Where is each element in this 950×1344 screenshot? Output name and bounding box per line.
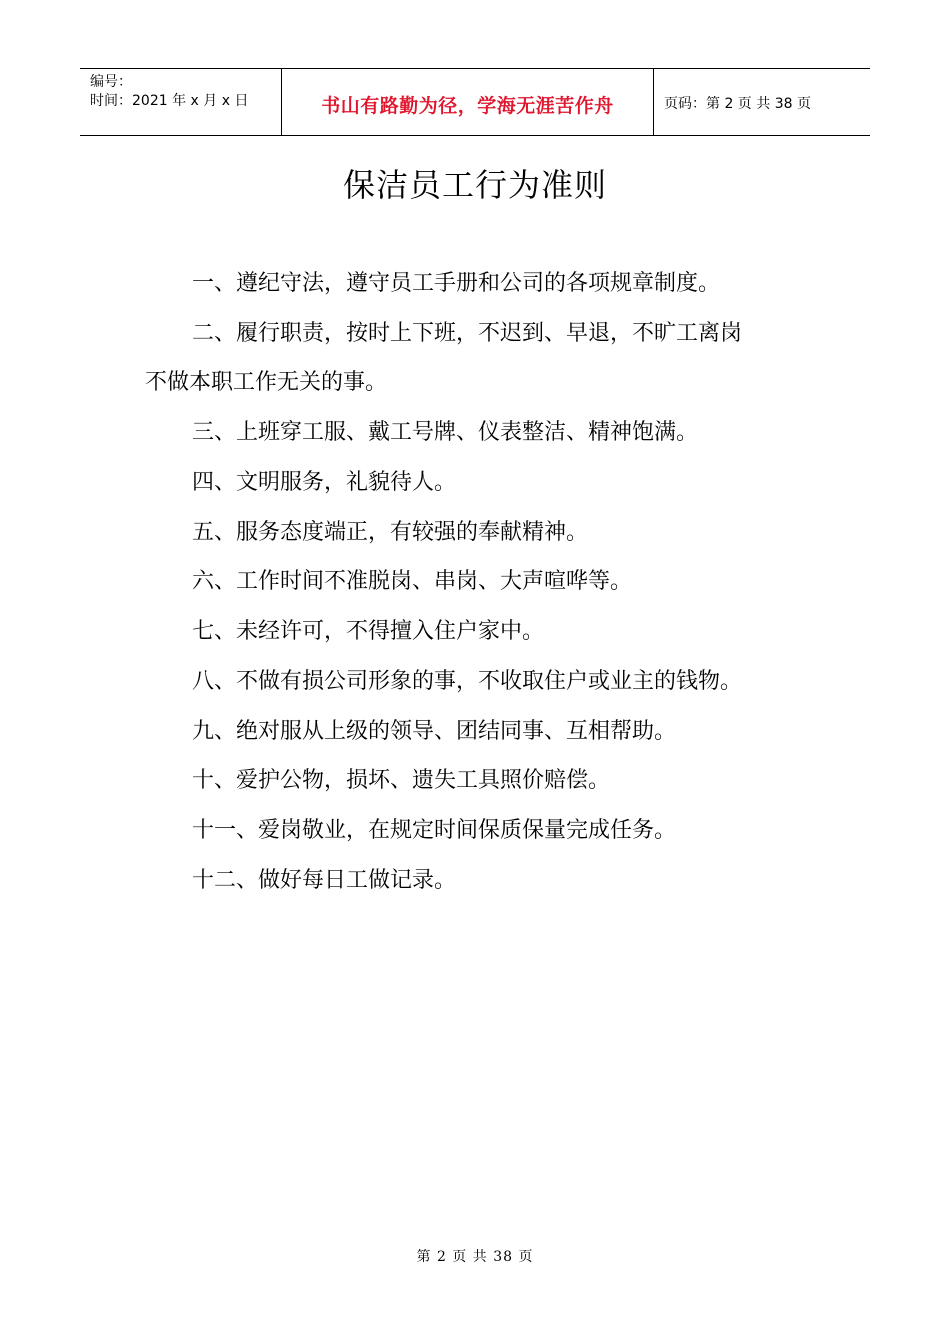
page-title: 保洁员工行为准则 — [342, 166, 607, 204]
header-page-cell — [654, 69, 870, 135]
rule-item-continuation: 不做本职工作无关的事。 — [145, 370, 388, 395]
rule-item: 三、上班穿工服、戴工号牌、仪表整洁、精神饱满。 — [192, 420, 699, 445]
rule-item: 二、履行职责，按时上下班，不迟到、早退，不旷工离岗 — [192, 321, 743, 346]
rule-item: 四、文明服务，礼貌待人。 — [192, 470, 457, 495]
rule-item: 七、未经许可，不得擅入住户家中。 — [192, 619, 545, 644]
date-label: 时间：2021 年 x 月 x 日 — [90, 93, 249, 109]
rule-item: 六、工作时间不准脱岗、串岗、大声喧哗等。 — [192, 569, 633, 594]
motto-text: 书山有路勤为径，学海无涯苦作舟 — [321, 95, 614, 117]
header-motto-cell — [282, 69, 654, 135]
number-label: 编号： — [90, 74, 132, 90]
rule-item: 八、不做有损公司形象的事，不收取住户或业主的钱物。 — [192, 669, 743, 694]
rule-item: 十一、爱岗敬业，在规定时间保质保量完成任务。 — [192, 818, 677, 843]
rule-item: 十、爱护公物，损坏、遗失工具照价赔偿。 — [192, 768, 611, 793]
rule-item: 一、遵纪守法，遵守员工手册和公司的各项规章制度。 — [192, 271, 721, 296]
rule-item: 九、绝对服从上级的领导、团结同事、互相帮助。 — [192, 719, 677, 744]
document-header — [80, 68, 870, 136]
rule-item: 十二、做好每日工做记录。 — [192, 868, 457, 893]
page-footer: 第 2 页 共 38 页 — [416, 1249, 534, 1265]
header-meta-cell — [80, 69, 282, 135]
page-code: 页码：第 2 页 共 38 页 — [664, 96, 811, 112]
rule-item: 五、服务态度端正，有较强的奉献精神。 — [192, 520, 589, 545]
